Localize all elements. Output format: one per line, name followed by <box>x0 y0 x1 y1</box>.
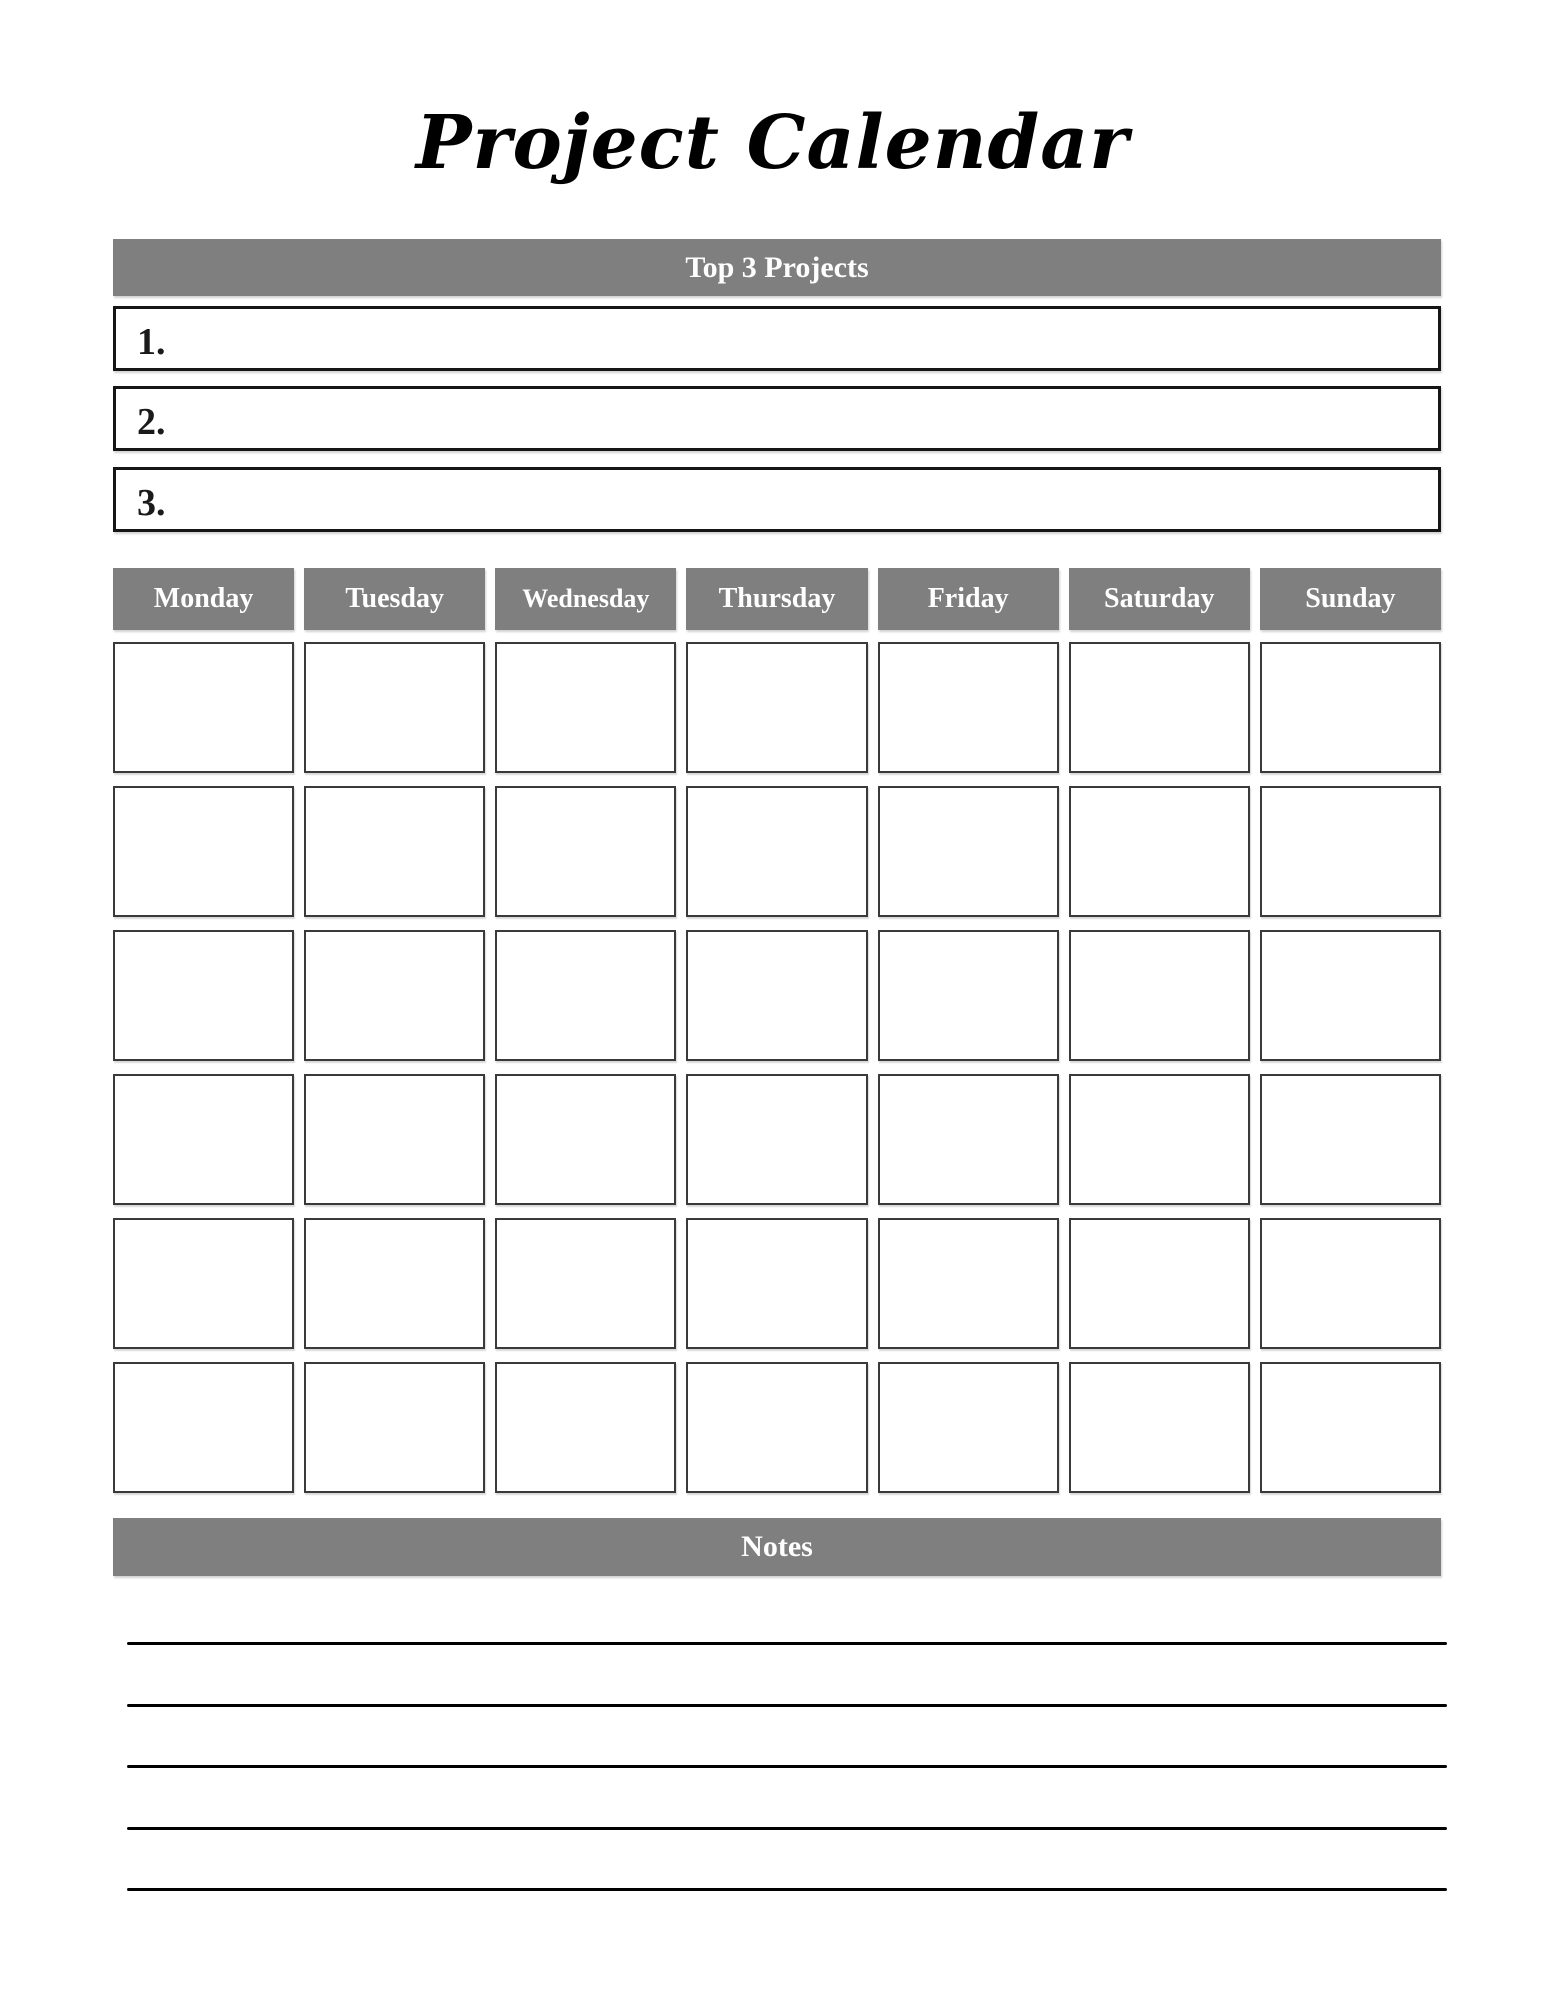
calendar-cell[interactable] <box>1069 786 1250 917</box>
calendar-cell[interactable] <box>686 1074 867 1205</box>
calendar-cell[interactable] <box>1260 930 1441 1061</box>
notes-line[interactable] <box>127 1888 1447 1891</box>
calendar-cell[interactable] <box>1260 1074 1441 1205</box>
notes-section <box>113 1518 1441 1576</box>
calendar-cell[interactable] <box>878 642 1059 773</box>
calendar-cell[interactable] <box>1260 642 1441 773</box>
day-header-friday: Friday <box>878 568 1059 630</box>
calendar-cell[interactable] <box>686 1218 867 1349</box>
calendar-cell[interactable] <box>495 1074 676 1205</box>
calendar-cell[interactable] <box>495 930 676 1061</box>
calendar-cell[interactable] <box>495 642 676 773</box>
calendar-cell[interactable] <box>1069 1074 1250 1205</box>
project-number-1: 1. <box>137 320 166 363</box>
calendar-cell[interactable] <box>304 642 485 773</box>
calendar-cell[interactable] <box>304 1362 485 1493</box>
day-header-tuesday: Tuesday <box>304 568 485 630</box>
notes-line[interactable] <box>127 1704 1447 1707</box>
calendar-cell[interactable] <box>878 1218 1059 1349</box>
calendar-cell[interactable] <box>304 1074 485 1205</box>
project-input-3[interactable] <box>113 467 1441 532</box>
calendar-cell[interactable] <box>1069 1218 1250 1349</box>
calendar-cell[interactable] <box>878 1074 1059 1205</box>
calendar-cell[interactable] <box>304 930 485 1061</box>
day-header-monday: Monday <box>113 568 294 630</box>
calendar-cell[interactable] <box>495 1362 676 1493</box>
day-header-saturday: Saturday <box>1069 568 1250 630</box>
notes-line[interactable] <box>127 1827 1447 1830</box>
notes-header-bar: Notes <box>113 1518 1441 1576</box>
calendar-cell[interactable] <box>113 1074 294 1205</box>
calendar-cell[interactable] <box>1069 642 1250 773</box>
project-input-1[interactable] <box>113 306 1441 371</box>
calendar-cell[interactable] <box>304 1218 485 1349</box>
calendar-cell[interactable] <box>1260 1362 1441 1493</box>
calendar-section <box>113 568 1441 1493</box>
project-number-3: 3. <box>137 481 166 524</box>
project-number-2: 2. <box>137 400 166 443</box>
calendar-cell[interactable] <box>686 930 867 1061</box>
day-header-wednesday: Wednesday <box>495 568 676 630</box>
top-projects-header-bar: Top 3 Projects <box>113 239 1441 296</box>
calendar-cell[interactable] <box>878 930 1059 1061</box>
day-header-row <box>113 568 1441 630</box>
calendar-cell[interactable] <box>686 642 867 773</box>
calendar-cell[interactable] <box>1069 930 1250 1061</box>
calendar-cell[interactable] <box>1069 1362 1250 1493</box>
calendar-cell[interactable] <box>113 1362 294 1493</box>
calendar-cell[interactable] <box>304 786 485 917</box>
calendar-cell[interactable] <box>1260 786 1441 917</box>
calendar-grid <box>113 642 1441 1493</box>
day-header-sunday: Sunday <box>1260 568 1441 630</box>
day-header-thursday: Thursday <box>686 568 867 630</box>
calendar-cell[interactable] <box>686 786 867 917</box>
calendar-cell[interactable] <box>878 786 1059 917</box>
calendar-cell[interactable] <box>495 1218 676 1349</box>
top-projects-section <box>113 239 1441 532</box>
calendar-cell[interactable] <box>878 1362 1059 1493</box>
page-title: Project Calendar <box>415 100 1130 186</box>
calendar-cell[interactable] <box>686 1362 867 1493</box>
calendar-cell[interactable] <box>113 786 294 917</box>
calendar-cell[interactable] <box>113 642 294 773</box>
notes-line[interactable] <box>127 1765 1447 1768</box>
calendar-cell[interactable] <box>113 930 294 1061</box>
calendar-cell[interactable] <box>1260 1218 1441 1349</box>
calendar-cell[interactable] <box>495 786 676 917</box>
notes-lines-area <box>127 1642 1447 1950</box>
calendar-cell[interactable] <box>113 1218 294 1349</box>
project-input-2[interactable] <box>113 386 1441 451</box>
notes-line[interactable] <box>127 1642 1447 1645</box>
